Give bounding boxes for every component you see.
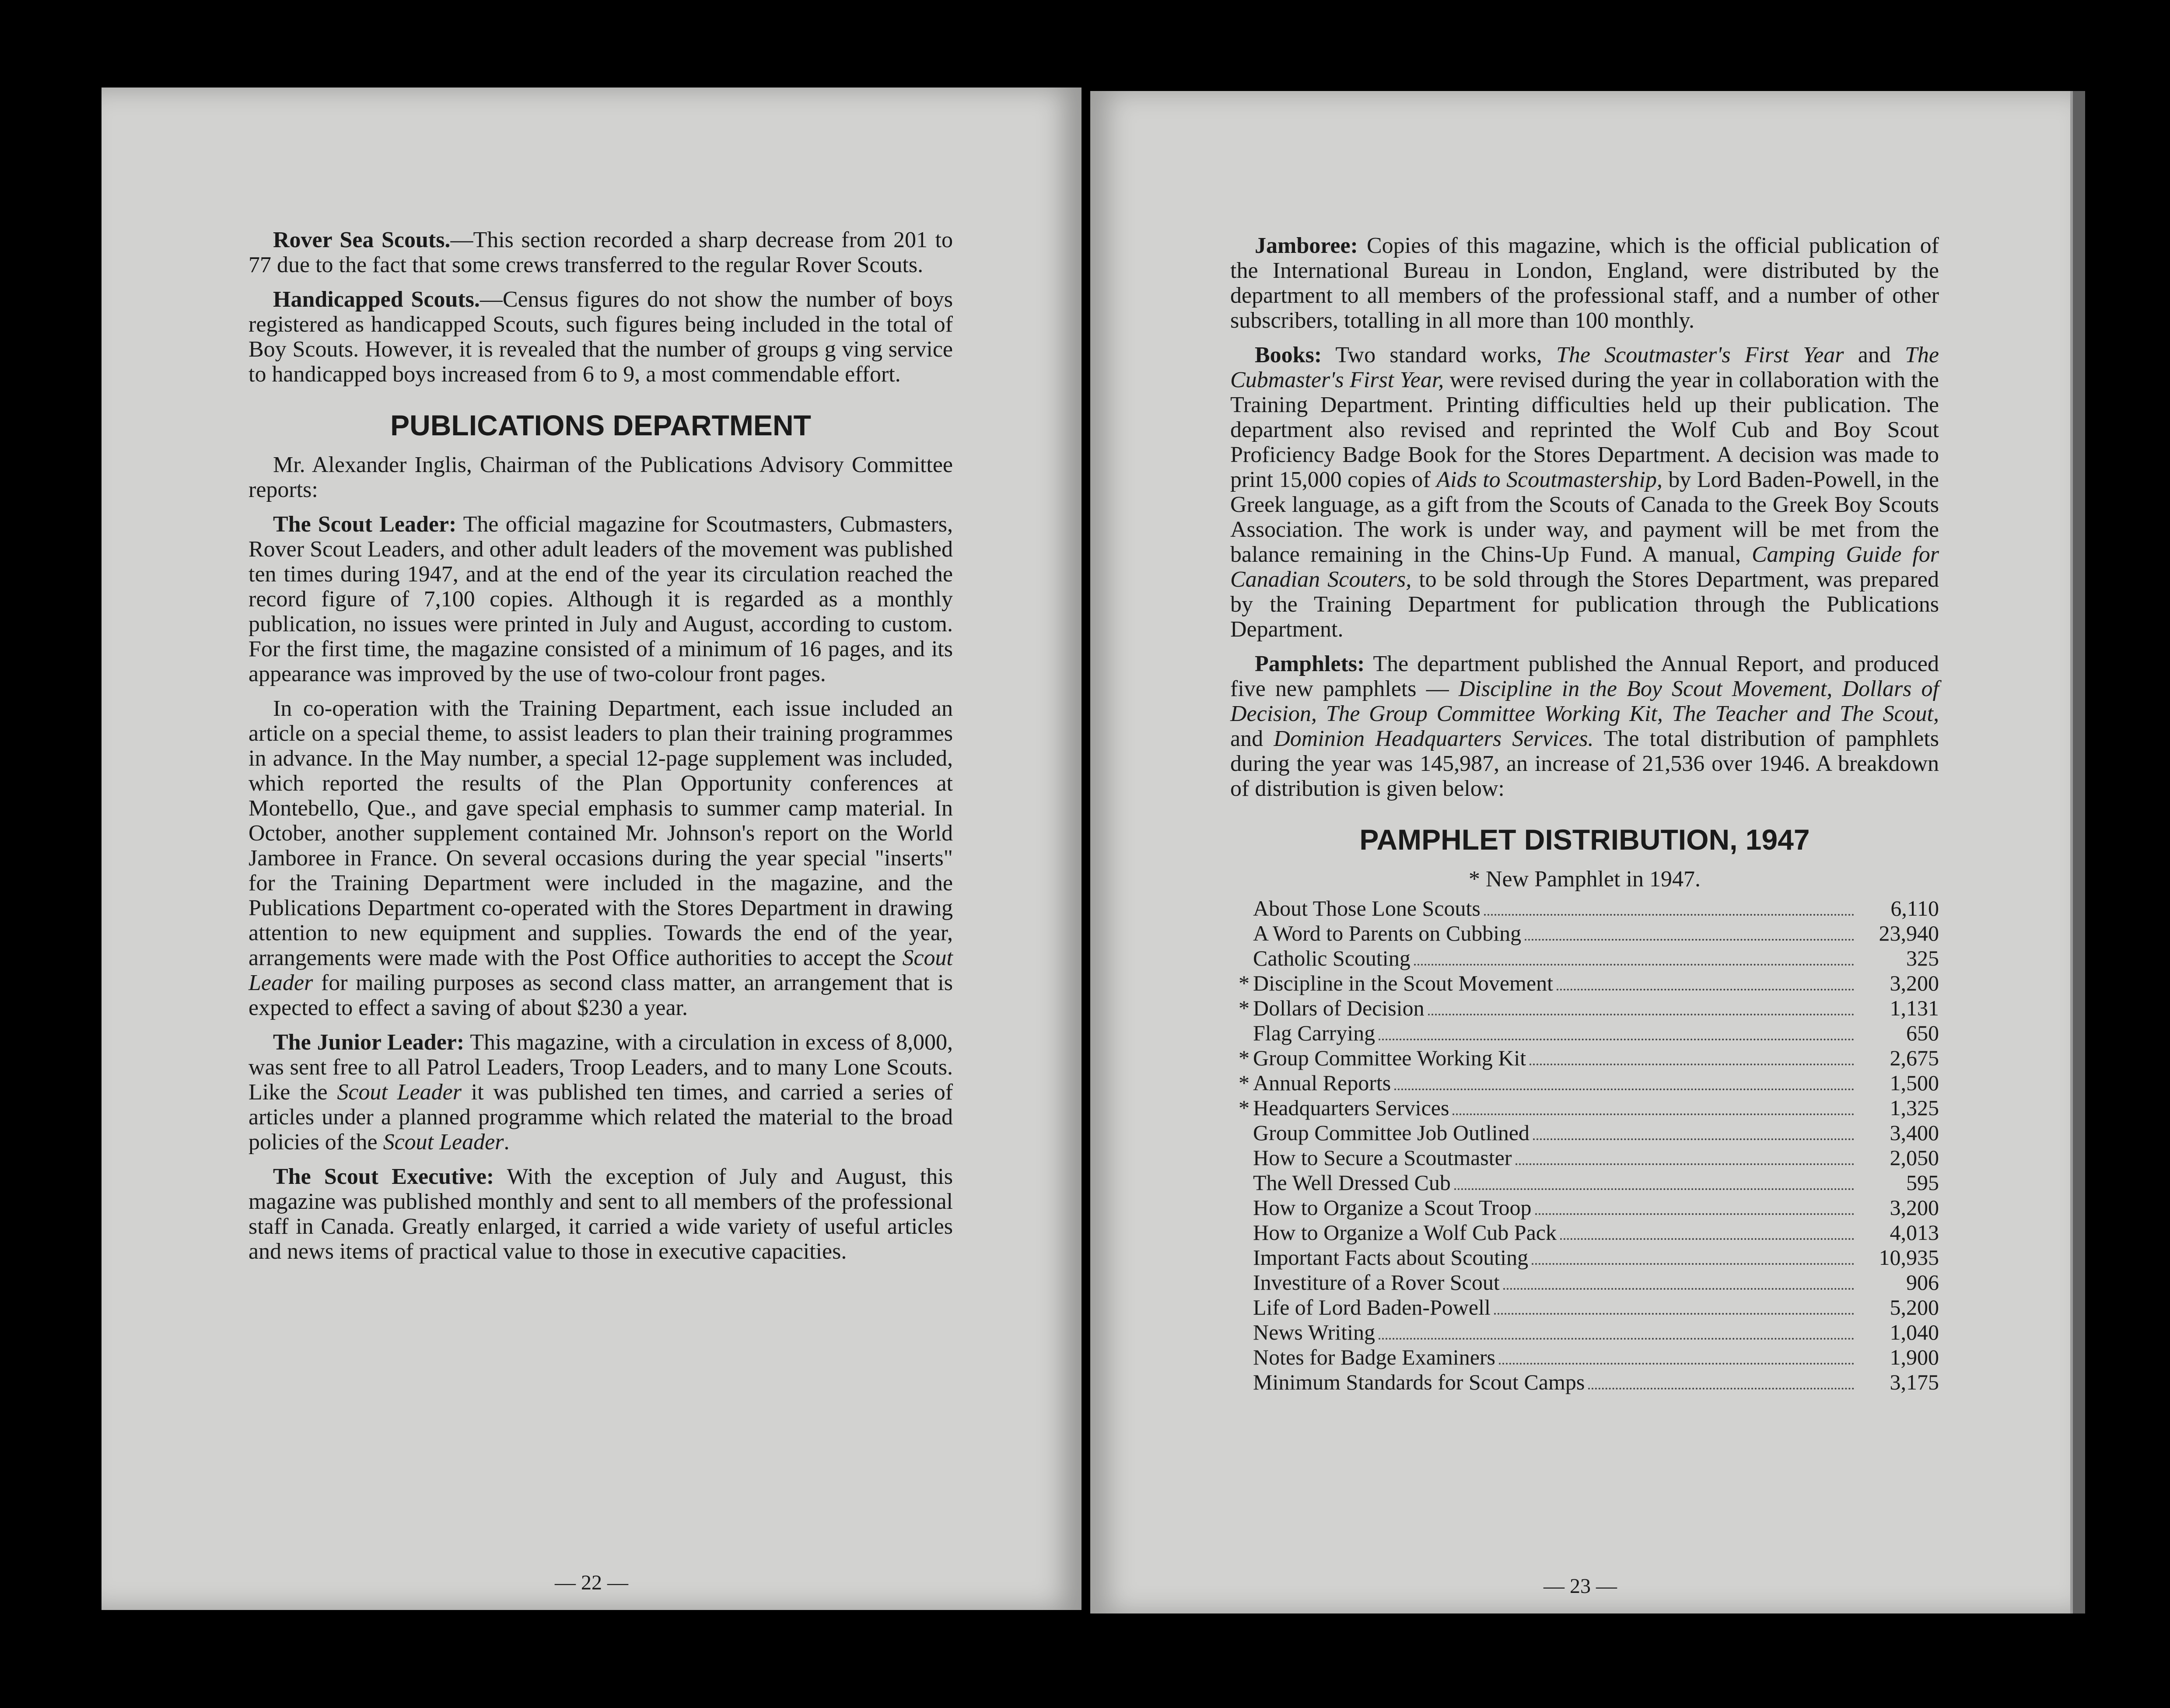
distribution-leader-dots bbox=[1588, 1388, 1854, 1390]
distribution-leader-dots bbox=[1428, 1014, 1854, 1015]
rover-sea-scouts-lead: Rover Sea Scouts. bbox=[273, 228, 451, 252]
handicapped-scouts-lead: Handicapped Scouts. bbox=[273, 287, 480, 312]
scout-leader-paragraph bbox=[248, 512, 953, 686]
distribution-row bbox=[1230, 1021, 1939, 1046]
distribution-row bbox=[1230, 1295, 1939, 1320]
cooperation-paragraph bbox=[248, 696, 953, 1020]
distribution-count: 6,110 bbox=[1890, 896, 1939, 920]
distribution-title: About Those Lone Scouts bbox=[1253, 896, 1480, 920]
distribution-leader-dots bbox=[1394, 1088, 1854, 1090]
distribution-title: Headquarters Services bbox=[1253, 1096, 1449, 1120]
distribution-row bbox=[1230, 1170, 1939, 1195]
distribution-row bbox=[1230, 1046, 1939, 1071]
right-page bbox=[1090, 91, 2070, 1614]
distribution-count: 1,131 bbox=[1890, 996, 1939, 1020]
jamboree-paragraph bbox=[1230, 233, 1939, 333]
distribution-title: News Writing bbox=[1253, 1320, 1375, 1344]
distribution-title: Life of Lord Baden-Powell bbox=[1253, 1295, 1491, 1320]
distribution-title: Group Committee Job Outlined bbox=[1253, 1120, 1530, 1145]
distribution-count: 10,935 bbox=[1879, 1245, 1939, 1270]
distribution-row bbox=[1230, 971, 1939, 996]
distribution-title: Minimum Standards for Scout Camps bbox=[1253, 1370, 1585, 1394]
books-italic-d: Camping Guide for Canadian Scouters, bbox=[1230, 542, 1939, 592]
handicapped-scouts-paragraph bbox=[248, 287, 953, 387]
left-page bbox=[102, 88, 1082, 1610]
distribution-row bbox=[1230, 1220, 1939, 1245]
books-text-d: by Lord Baden-Powell, in the Greek language, as a gift from the Scouts of Canada to the Greek Boy Scouts Association. The work is under way, and payment will be met from the balance remaining in the Chins-Up Fund. A manual, bbox=[1230, 467, 1939, 567]
distribution-row bbox=[1230, 896, 1939, 921]
books-text-b: and bbox=[1844, 343, 1905, 368]
distribution-star: * bbox=[1239, 971, 1250, 995]
cooperation-text-a: In co-operation with the Training Department, each issue included an article on a special theme, to assist leaders to plan their training programmes in advance. In the May number, a special 12-page supplement was included, which reported the results of the Plan Opportunity conferences at Montebello, Que., and gave special emphasis to summer camp material. In October, another supplement contained Mr. Johnson's report on the World Jamboree in France. On several occasions during the year special "inserts" for the Training Department were included in the magazine, and the Publications Department co-operated with the Stores Department in drawing attention to new equipment and supplies. Towards the end of the year, arrangements were made with the Post Office authorities to accept the bbox=[248, 696, 953, 970]
books-lead: Books: bbox=[1255, 343, 1322, 368]
books-text-e: to be sold through the Stores Department, was prepared by the Training Department for publication through the Publications Department. bbox=[1230, 567, 1939, 642]
books-italic-c: Aids to Scoutmastership, bbox=[1436, 467, 1662, 492]
distribution-title: How to Organize a Wolf Cub Pack bbox=[1253, 1220, 1557, 1245]
distribution-leader-dots bbox=[1530, 1064, 1854, 1065]
distribution-title: Discipline in the Scout Movement bbox=[1253, 971, 1554, 995]
distribution-title: Notes for Badge Examiners bbox=[1253, 1345, 1496, 1369]
distribution-leader-dots bbox=[1499, 1363, 1854, 1365]
book-edge bbox=[2070, 91, 2085, 1614]
left-page-text bbox=[248, 228, 953, 1274]
distribution-count: 3,200 bbox=[1890, 1195, 1939, 1220]
distribution-leader-dots bbox=[1533, 1138, 1854, 1140]
distribution-row bbox=[1230, 1345, 1939, 1370]
distribution-leader-dots bbox=[1516, 1163, 1854, 1165]
distribution-row bbox=[1230, 1245, 1939, 1270]
new-pamphlet-note: * New Pamphlet in 1947. bbox=[1468, 867, 1701, 892]
distribution-leader-dots bbox=[1379, 1039, 1854, 1040]
distribution-title: The Well Dressed Cub bbox=[1253, 1170, 1451, 1195]
distribution-star: * bbox=[1239, 1071, 1250, 1095]
distribution-star: * bbox=[1239, 996, 1250, 1020]
distribution-row bbox=[1230, 1320, 1939, 1345]
distribution-count: 1,500 bbox=[1890, 1071, 1939, 1095]
distribution-count: 650 bbox=[1906, 1021, 1939, 1045]
distribution-title: Group Committee Working Kit bbox=[1253, 1046, 1526, 1070]
books-text-c: were revised during the year in collaboration with the Training Department. Printing difficulties held up their publication. The department also revised and reprinted the Wolf Cub and Boy Scout Proficiency Badge Book for the Stores Department. A decision was made to print 15,000 copies of bbox=[1230, 368, 1939, 492]
rover-sea-scouts-text: —This section recorded a sharp decrease from 201 to 77 due to the fact that some crews transferred to the regular Rover Scouts. bbox=[248, 228, 953, 277]
scout-leader-text: The official magazine for Scoutmasters, Cubmasters, Rover Scout Leaders, and other adult leaders of the movement was published ten times during 1947, and at the end of the year its circulation reached the record figure of 7,100 copies. Although it is regarded as a monthly publication, no issues were printed in July and August, according to custom. For the first time, the magazine consisted of a minimum of 16 pages, and its appearance was improved by the use of two-colour front pages. bbox=[248, 512, 953, 686]
rover-sea-scouts-paragraph bbox=[248, 228, 953, 277]
distribution-leader-dots bbox=[1535, 1213, 1854, 1215]
distribution-count: 595 bbox=[1906, 1170, 1939, 1195]
distribution-row bbox=[1230, 946, 1939, 971]
books-paragraph bbox=[1230, 343, 1939, 642]
pamphlet-distribution-heading: PAMPHLET DISTRIBUTION, 1947 bbox=[1359, 823, 1810, 856]
distribution-count: 1,040 bbox=[1890, 1320, 1939, 1344]
distribution-leader-dots bbox=[1379, 1338, 1854, 1340]
distribution-row bbox=[1230, 1120, 1939, 1145]
distribution-count: 3,400 bbox=[1890, 1120, 1939, 1145]
right-page-text bbox=[1230, 233, 1939, 1395]
distribution-row bbox=[1230, 1145, 1939, 1170]
distribution-star: * bbox=[1239, 1046, 1250, 1070]
jamboree-lead: Jamboree: bbox=[1255, 233, 1358, 258]
distribution-count: 3,200 bbox=[1890, 971, 1939, 995]
distribution-title: Catholic Scouting bbox=[1253, 946, 1410, 970]
distribution-leader-dots bbox=[1452, 1113, 1854, 1115]
distribution-row bbox=[1230, 1096, 1939, 1120]
distribution-leader-dots bbox=[1525, 939, 1854, 941]
distribution-row bbox=[1230, 1270, 1939, 1295]
distribution-title: How to Secure a Scoutmaster bbox=[1253, 1145, 1512, 1170]
distribution-leader-dots bbox=[1484, 914, 1854, 916]
distribution-count: 906 bbox=[1906, 1270, 1939, 1295]
distribution-title: Important Facts about Scouting bbox=[1253, 1245, 1529, 1270]
pamphlets-lead: Pamphlets: bbox=[1255, 651, 1365, 676]
distribution-star: * bbox=[1239, 1096, 1250, 1120]
junior-leader-italic-a: Scout Leader bbox=[337, 1080, 462, 1105]
pamphlets-italic-a: Discipline in the Boy Scout Movement, Dollars of Decision, The Group Committee Working Kit, The Teacher and The Scout, bbox=[1230, 676, 1939, 726]
distribution-title: Flag Carrying bbox=[1253, 1021, 1376, 1045]
distribution-leader-dots bbox=[1532, 1263, 1854, 1265]
distribution-leader-dots bbox=[1494, 1313, 1854, 1315]
scout-executive-text: With the exception of July and August, this magazine was published monthly and sent to all members of the professional staff in Canada. Greatly enlarged, it carried a wide variety of useful articles and news items of practical value to those in executive capacities. bbox=[248, 1164, 953, 1264]
books-italic-b: The Cubmaster's First Year, bbox=[1230, 343, 1939, 392]
junior-leader-paragraph bbox=[248, 1030, 953, 1155]
distribution-row bbox=[1230, 996, 1939, 1021]
distribution-count: 1,900 bbox=[1890, 1345, 1939, 1369]
pamphlets-paragraph bbox=[1230, 651, 1939, 801]
scout-executive-paragraph bbox=[248, 1164, 953, 1264]
junior-leader-text-b: it was published ten times, and carried a series of articles under a planned programme which related the material to the broad policies of the bbox=[248, 1080, 953, 1155]
pamphlets-italic-b: Dominion Headquarters Services. bbox=[1274, 726, 1594, 751]
pamphlets-text-c: The total distribution of pamphlets during the year was 145,987, an increase of 21,536 over 1946. A breakdown of distribution is given below: bbox=[1230, 726, 1939, 801]
distribution-leader-dots bbox=[1557, 989, 1854, 990]
jamboree-text: Copies of this magazine, which is the official publication of the International Bureau in London, England, were distributed by the department to all members of the professional staff, and a number of other subscribers, totalling in all more than 100 monthly. bbox=[1230, 233, 1939, 333]
distribution-leader-dots bbox=[1454, 1188, 1854, 1190]
distribution-title: A Word to Parents on Cubbing bbox=[1253, 921, 1522, 945]
distribution-title: Annual Reports bbox=[1253, 1071, 1391, 1095]
distribution-row bbox=[1230, 1195, 1939, 1220]
distribution-count: 4,013 bbox=[1890, 1220, 1939, 1245]
publications-department-heading: PUBLICATIONS DEPARTMENT bbox=[390, 409, 811, 441]
distribution-row bbox=[1230, 921, 1939, 946]
distribution-count: 2,050 bbox=[1890, 1145, 1939, 1170]
books-text-a: Two standard works, bbox=[1322, 343, 1556, 368]
distribution-row bbox=[1230, 1370, 1939, 1395]
cooperation-text-b: for mailing purposes as second class matter, an arrangement that is expected to effect a saving of about $230 a year. bbox=[248, 970, 953, 1020]
pamphlet-distribution-list bbox=[1230, 896, 1939, 1395]
cooperation-italic: Scout Leader bbox=[248, 945, 953, 995]
distribution-leader-dots bbox=[1560, 1238, 1854, 1240]
publications-intro: Mr. Alexander Inglis, Chairman of the Publications Advisory Committee reports: bbox=[248, 452, 953, 502]
left-page-number: — 22 — bbox=[555, 1571, 628, 1594]
distribution-row bbox=[1230, 1071, 1939, 1096]
distribution-title: How to Organize a Scout Troop bbox=[1253, 1195, 1532, 1220]
distribution-count: 325 bbox=[1906, 946, 1939, 970]
junior-leader-lead: The Junior Leader: bbox=[273, 1030, 465, 1055]
distribution-leader-dots bbox=[1414, 964, 1854, 966]
pamphlets-text-a: The department published the Annual Report, and produced five new pamphlets — bbox=[1230, 651, 1939, 701]
distribution-count: 5,200 bbox=[1890, 1295, 1939, 1320]
scout-leader-lead: The Scout Leader: bbox=[273, 512, 457, 537]
right-page-number: — 23 — bbox=[1544, 1575, 1617, 1598]
distribution-count: 1,325 bbox=[1890, 1096, 1939, 1120]
distribution-count: 3,175 bbox=[1890, 1370, 1939, 1394]
distribution-title: Dollars of Decision bbox=[1253, 996, 1424, 1020]
distribution-count: 2,675 bbox=[1890, 1046, 1939, 1070]
handicapped-scouts-text: —Census figures do not show the number of boys registered as handicapped Scouts, such figures being included in the total of Boy Scouts. However, it is revealed that the number of groups g ving service to handicapped boys increased from 6 to 9, a most commendable effort. bbox=[248, 287, 953, 387]
distribution-leader-dots bbox=[1503, 1288, 1854, 1290]
scout-executive-lead: The Scout Executive: bbox=[273, 1164, 494, 1189]
pamphlets-text-b: and bbox=[1230, 726, 1274, 751]
junior-leader-text-c: . bbox=[504, 1130, 510, 1155]
books-italic-a: The Scoutmaster's First Year bbox=[1556, 343, 1844, 368]
junior-leader-text-a: This magazine, with a circulation in excess of 8,000, was sent free to all Patrol Leaders, Troop Leaders, and to many Lone Scouts. Like the bbox=[248, 1030, 953, 1105]
distribution-count: 23,940 bbox=[1879, 921, 1939, 945]
distribution-title: Investiture of a Rover Scout bbox=[1253, 1270, 1500, 1295]
junior-leader-italic-b: Scout Leader bbox=[383, 1130, 504, 1155]
